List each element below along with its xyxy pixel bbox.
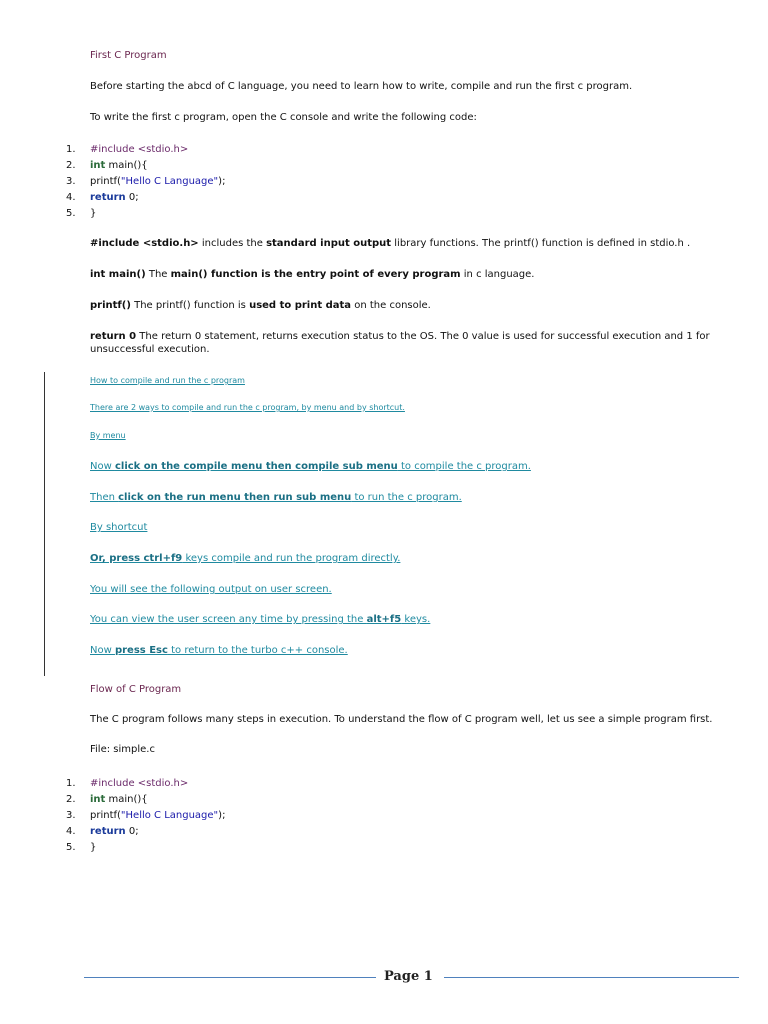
code-line [66,174,225,190]
code-listing-1 [66,142,225,222]
footer-rule-left [84,977,376,978]
include-directive: #include <stdio.h> [90,778,189,789]
code-line [66,190,225,206]
link-shortcut-step[interactable]: Or, press ctrl+f9 keys compile and run the program directly. [90,553,401,564]
link-how-to-compile[interactable]: How to compile and run the c program [90,376,245,385]
line-number: 5. [66,842,76,853]
line-number: 2. [66,160,76,171]
page-number: Page 1 [384,969,433,984]
string-literal: "Hello C Language" [120,176,219,187]
change-bar [44,372,45,676]
code-text: } [90,208,97,219]
include-directive: #include <stdio.h> [90,144,189,155]
line-number: 3. [66,810,76,821]
code-line [66,158,225,174]
code-line [66,142,225,158]
code-line [66,824,225,840]
instruction-paragraph: To write the first c program, open the C console and write the following code: [90,112,477,123]
flow-intro-paragraph: The C program follows many steps in execution. To understand the flow of C program well, let us see a simple program first. [90,714,713,725]
link-output[interactable]: You will see the following output on user screen. [90,584,332,595]
code-text: ); [218,810,226,821]
code-text: main(){ [105,794,148,805]
file-name-label: File: simple.c [90,744,155,755]
type-keyword: int [90,160,106,171]
code-line [66,206,225,222]
section-title-flow: Flow of C Program [90,684,182,695]
line-number: 1. [66,144,76,155]
type-keyword: int [90,794,106,805]
link-by-menu[interactable]: By menu [90,431,126,440]
link-by-shortcut[interactable]: By shortcut [90,522,148,533]
code-text: 0; [125,192,139,203]
link-two-ways[interactable]: There are 2 ways to compile and run the c program, by menu and by shortcut. [90,403,405,412]
line-number: 1. [66,778,76,789]
footer-rule-right [444,977,739,978]
code-line [66,776,225,792]
section-title-first-c-program: First C Program [90,50,167,61]
code-line [66,792,225,808]
link-view-screen[interactable]: You can view the user screen any time by pressing the alt+f5 keys. [90,614,431,625]
link-compile-step[interactable]: Now click on the compile menu then compile sub menu to compile the c program. [90,461,531,472]
string-literal: "Hello C Language" [120,810,219,821]
code-line [66,808,225,824]
code-text: 0; [125,826,139,837]
code-listing-2 [66,776,225,856]
line-number: 2. [66,794,76,805]
code-text: printf( [90,810,121,821]
line-number: 4. [66,826,76,837]
code-text: } [90,842,97,853]
link-run-step[interactable]: Then click on the run menu then run sub menu to run the c program. [90,492,462,503]
line-number: 5. [66,208,76,219]
line-number: 3. [66,176,76,187]
link-press-esc[interactable]: Now press Esc to return to the turbo c++ console. [90,645,348,656]
explanation-include: #include <stdio.h> includes the standard input output library functions. The printf() function is defined in stdio.h . [90,238,691,249]
code-line [66,840,225,856]
return-keyword: return [90,826,126,837]
return-keyword: return [90,192,126,203]
code-text: ); [218,176,226,187]
intro-paragraph: Before starting the abcd of C language, you need to learn how to write, compile and run the first c program. [90,81,633,92]
line-number: 4. [66,192,76,203]
code-text: main(){ [105,160,148,171]
code-text: printf( [90,176,121,187]
explanation-printf: printf() The printf() function is used to print data on the console. [90,300,431,311]
explanation-return: return 0 The return 0 statement, returns execution status to the OS. The 0 value is used for successful execution and 1 for unsuccessful execution. [90,331,710,355]
explanation-main: int main() The main() function is the entry point of every program in c language. [90,269,535,280]
